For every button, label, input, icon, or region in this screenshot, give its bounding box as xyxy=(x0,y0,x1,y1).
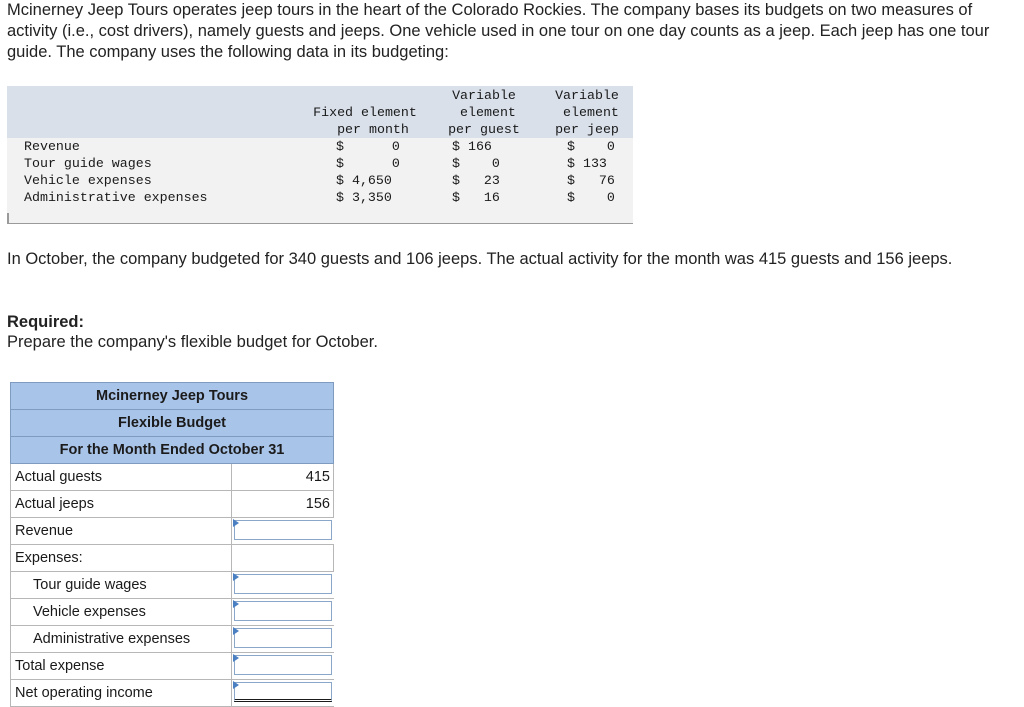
row-label-administrative-expenses: Administrative expenses xyxy=(24,190,208,205)
total-expense-input[interactable] xyxy=(234,655,332,675)
row-label-tour-guide-wages: Tour guide wages xyxy=(24,156,152,171)
actual-jeeps-value: 156 xyxy=(231,491,334,517)
cost-data-table-footer xyxy=(7,213,633,224)
row-revenue xyxy=(10,518,334,545)
guest-tour-guide-wages: $ 0 xyxy=(452,156,500,171)
vehicle-expenses-cell xyxy=(231,599,334,625)
required-text: Prepare the company's flexible budget for October. xyxy=(7,333,378,351)
header-variable-per-guest: Variable element per guest xyxy=(448,88,520,137)
revenue-input[interactable] xyxy=(234,520,332,540)
row-total-expense xyxy=(10,653,334,680)
total-expense-cell xyxy=(231,653,334,679)
fixed-revenue: $ 0 xyxy=(336,139,400,154)
row-vehicle-expenses xyxy=(10,599,334,626)
flexible-budget-worksheet xyxy=(10,382,334,707)
jeep-administrative-expenses: $ 0 xyxy=(567,190,615,205)
actual-jeeps-label: Actual jeeps xyxy=(15,496,94,512)
row-administrative-expenses xyxy=(10,626,334,653)
october-activity-text: In October, the company budgeted for 340 guests and 106 jeeps. The actual activity for the month was 415 guests and 156 jeeps. xyxy=(7,250,953,268)
actual-guests-value: 415 xyxy=(231,464,334,490)
cell-marker-icon xyxy=(233,681,239,689)
cell-marker-icon xyxy=(233,654,239,662)
guest-vehicle-expenses: $ 23 xyxy=(452,173,500,188)
problem-intro: Mcinerney Jeep Tours operates jeep tours in the heart of the Colorado Rockies. The company bases its budgets on two measures of activity (i.e., cost drivers), namely guests and jeeps. One vehicle used in one tour on one day counts as a jeep. Each jeep has one tour guide. The company uses the following data in its budgeting: xyxy=(7,1,990,61)
tour-guide-wages-label: Tour guide wages xyxy=(33,577,147,593)
cell-marker-icon xyxy=(233,573,239,581)
fixed-tour-guide-wages: $ 0 xyxy=(336,156,400,171)
worksheet-company-title: Mcinerney Jeep Tours xyxy=(10,382,334,409)
actual-guests-label: Actual guests xyxy=(15,469,103,485)
revenue-label: Revenue xyxy=(15,523,74,539)
guest-administrative-expenses: $ 16 xyxy=(452,190,500,205)
jeep-tour-guide-wages: $ 133 xyxy=(567,156,607,171)
row-net-operating-income xyxy=(10,680,334,707)
cell-marker-icon xyxy=(233,600,239,608)
worksheet-period-title: For the Month Ended October 31 xyxy=(10,436,334,464)
fixed-administrative-expenses: $ 3,350 xyxy=(336,190,392,205)
tour-guide-wages-cell xyxy=(231,572,334,598)
row-expenses-header xyxy=(10,545,334,572)
revenue-cell xyxy=(231,518,334,544)
administrative-expenses-label: Administrative expenses xyxy=(33,631,191,647)
administrative-expenses-input[interactable] xyxy=(234,628,332,648)
fixed-vehicle-expenses: $ 4,650 xyxy=(336,173,392,188)
worksheet-statement-title: Flexible Budget xyxy=(10,409,334,436)
expenses-empty-cell xyxy=(231,545,334,571)
row-label-revenue: Revenue xyxy=(24,139,80,154)
header-variable-per-jeep: Variable element per jeep xyxy=(555,88,619,137)
net-operating-income-cell xyxy=(231,680,334,706)
guest-revenue: $ 166 xyxy=(452,139,492,154)
net-operating-income-label: Net operating income xyxy=(15,685,153,701)
cell-marker-icon xyxy=(233,519,239,527)
administrative-expenses-cell xyxy=(231,626,334,652)
cost-data-table xyxy=(7,86,633,223)
row-tour-guide-wages xyxy=(10,572,334,599)
row-actual-jeeps xyxy=(10,491,334,518)
expenses-label: Expenses: xyxy=(15,550,83,566)
header-fixed-per-month: Fixed element per month xyxy=(313,105,417,137)
vehicle-expenses-label: Vehicle expenses xyxy=(33,604,146,620)
tour-guide-wages-input[interactable] xyxy=(234,574,332,594)
cell-marker-icon xyxy=(233,627,239,635)
total-expense-label: Total expense xyxy=(15,658,105,674)
row-actual-guests xyxy=(10,464,334,491)
row-label-vehicle-expenses: Vehicle expenses xyxy=(24,173,152,188)
vehicle-expenses-input[interactable] xyxy=(234,601,332,621)
net-operating-income-input[interactable] xyxy=(234,682,332,702)
required-label: Required: xyxy=(7,313,85,331)
jeep-revenue: $ 0 xyxy=(567,139,615,154)
jeep-vehicle-expenses: $ 76 xyxy=(567,173,615,188)
